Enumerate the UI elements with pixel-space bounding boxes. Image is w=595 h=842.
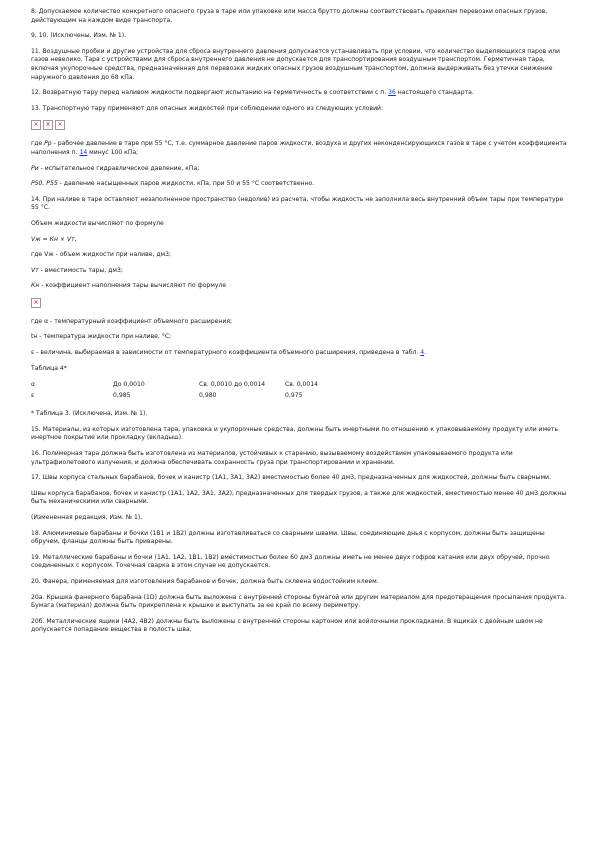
broken-image-icon: × — [31, 120, 41, 130]
clause-9-10: 9, 10. (Исключены, Изм. № 1). — [31, 32, 127, 40]
link-clause-36[interactable]: 36 — [388, 89, 396, 97]
kn-formula-image — [31, 298, 571, 308]
clause-11: 11. Воздушные пробки и другие устройства для сброса внутреннего давления допускается устанавливать при условии, что количество выделяющихся паров или газов невелико. Тара с устройствами для сброса внутреннего давления не допускается для транспортирования воздушным транспортом. Герметичная тара, включая укупорочные средства, предназначенная для перевозки жидких опасных грузов воздушным транспортом, должна выдерживать без утечки снижение наружного давления до 68 кПа. — [31, 47, 560, 81]
definition-kn: Кн - коэффициент наполнения тары вычисляют по формуле — [31, 282, 227, 290]
table-cell: 0,980 — [199, 392, 217, 400]
clause-16: 16. Полимерная тара должна быть изготовлена из материалов, устойчивых к старению, вызываемому воздействием упаковываемого продукта или ультрафиолетового излучения, и должна обеспечивать сохранность груза при транспортировании и хранении. — [31, 450, 513, 466]
definition-pi: Ри - испытательное гидравлическое давление, кПа; — [31, 164, 200, 172]
definition-vzh: где Vж - объем жидкости при наливе, дм3; — [31, 251, 172, 259]
table-cell: 0,985 — [113, 392, 131, 400]
clause-17-b: Швы корпуса барабанов, бочек и канистр (1А1, 1А2, 3А1, 3А2), предназначенных для твердых грузов, а также для жидкостей, вместимостью менее 40 дм3 должны быть механическими или сварными. — [31, 489, 567, 506]
definition-vt: Vт - вместимость тары, дм3; — [31, 266, 123, 274]
clause-19: 19. Металлические барабаны и бочки (1А1, 1А2, 1В1, 1В2) вместимостью более 60 дм3 должны иметь не менее двух гофров катания или двух обручей, прочно соединенных с корпусом. Точечная сварка в этом случае не допускается. — [31, 553, 550, 570]
clause-14: 14. При наливе в таре оставляют незаполненное пространство (недолив) из расчета, чтобы жидкость не заполнила весь внутренний объем тары при температуре 55 °С. — [31, 195, 564, 212]
definition-p50-p55: P50, P55 - давление насыщенных паров жидкости, кПа, при 50 и 55 °С соответственно. — [31, 180, 315, 188]
table-row — [31, 380, 365, 391]
table-cell: До 0,0010 — [113, 381, 145, 389]
table-cell: Св. 0,0010 до 0,0014 — [199, 381, 266, 389]
definition-epsilon: ε - величина, выбираемая в зависимости от температурного коэффициента объемного расширения, приведена в табл. 4. — [31, 349, 427, 357]
table-cell: Св. 0,0014 — [285, 381, 319, 389]
definition-tn: tн - температура жидкости при наливе, °С; — [31, 333, 172, 341]
clause-20a: 20а. Крышка фанерного барабана (1D) должна быть выложена с внутренней стороны бумагой или другим материалом для предотвращения просыпания продукта. Бумага (материал) должна быть прикреплена к крышке и выступать за ее край по всему периметру. — [31, 593, 567, 610]
table-row — [31, 391, 365, 402]
coefficient-table — [31, 380, 365, 402]
table-cell: α — [31, 381, 36, 389]
clause-17-note: (Измененная редакция, Изм. № 1). — [31, 514, 143, 521]
clause-15: 15. Материалы, из которых изготовлена тара, упаковка и укупорочные средства, должны быть инертными по отношению к упаковываемому продукту или иметь инертное покрытие или прокладку (вкладыш). — [31, 425, 559, 442]
clause-12: 12. Возвратную тару перед наливом жидкости подвергают испытанию на герметичность в соответствии с п. 36 настоящего стандарта. — [31, 89, 474, 97]
clause-17: 17. Швы корпуса стальных барабанов, бочек и канистр (1А1, 3А1, 3А2) вместимостью более 40 дм3, предназначенных для жидкостей, должны быть сварными. — [31, 474, 551, 482]
broken-image-icon: × — [55, 120, 65, 130]
link-clause-14[interactable]: 14 — [79, 148, 88, 156]
document-page — [31, 8, 571, 642]
table-title: Таблица 4* — [31, 364, 67, 372]
broken-image-icon: × — [43, 120, 53, 130]
clause-20: 20. Фанера, применяемая для изготовления барабанов и бочек, должна быть склеена водостойким клеем. — [31, 577, 379, 585]
table-note: * Таблица 3. (Исключена, Изм. № 1). — [31, 410, 148, 418]
definition-alpha: где α - температурный коэффициент объемного расширения; — [31, 317, 233, 325]
definition-pp: где Pp - рабочее давление в таре при 55 °С, т.е. суммарное давление паров жидкости, воздуха и других неконденсирующихся газов в таре с учетом коэффициента наполнения п. 14 минус 100 кПа; — [31, 140, 567, 156]
clause-13: 13. Транспортную тару применяют для опасных жидкостей при соблюдении одного из следующих условий: — [31, 104, 384, 112]
clause-18: 18. Алюминиевые барабаны и бочки (1В1 и 1В2) должны изготавливаться со сварными швами. Швы, соединяющие днья с корпусом, должны быть защищены обручем, фланцы должны быть приварены. — [31, 529, 545, 546]
formula-images-row — [31, 120, 571, 130]
table-cell: ε — [31, 392, 35, 400]
clause-8: 8. Допускаемое количество конкретного опасного груза в таре или упаковке или масса брутто должны соответствовать правилам перевозки опасных грузов, действующим на каждом виде транспорта. — [31, 8, 548, 24]
link-table-4[interactable]: 4 — [420, 349, 425, 357]
volume-formula: Vж = Кн × Vт, — [31, 235, 77, 243]
broken-image-icon: × — [31, 298, 41, 308]
clause-20b: 20б. Металлические ящики (4А2, 4В2) должны быть выложены с внутренней стороны картоном или войлочными прокладками. В ящиках с двойным швом не допускается попадание вещества в полость шва. — [31, 617, 543, 634]
volume-intro: Объем жидкости вычисляют по формуле — [31, 219, 164, 227]
table-cell: 0,975 — [285, 392, 303, 400]
